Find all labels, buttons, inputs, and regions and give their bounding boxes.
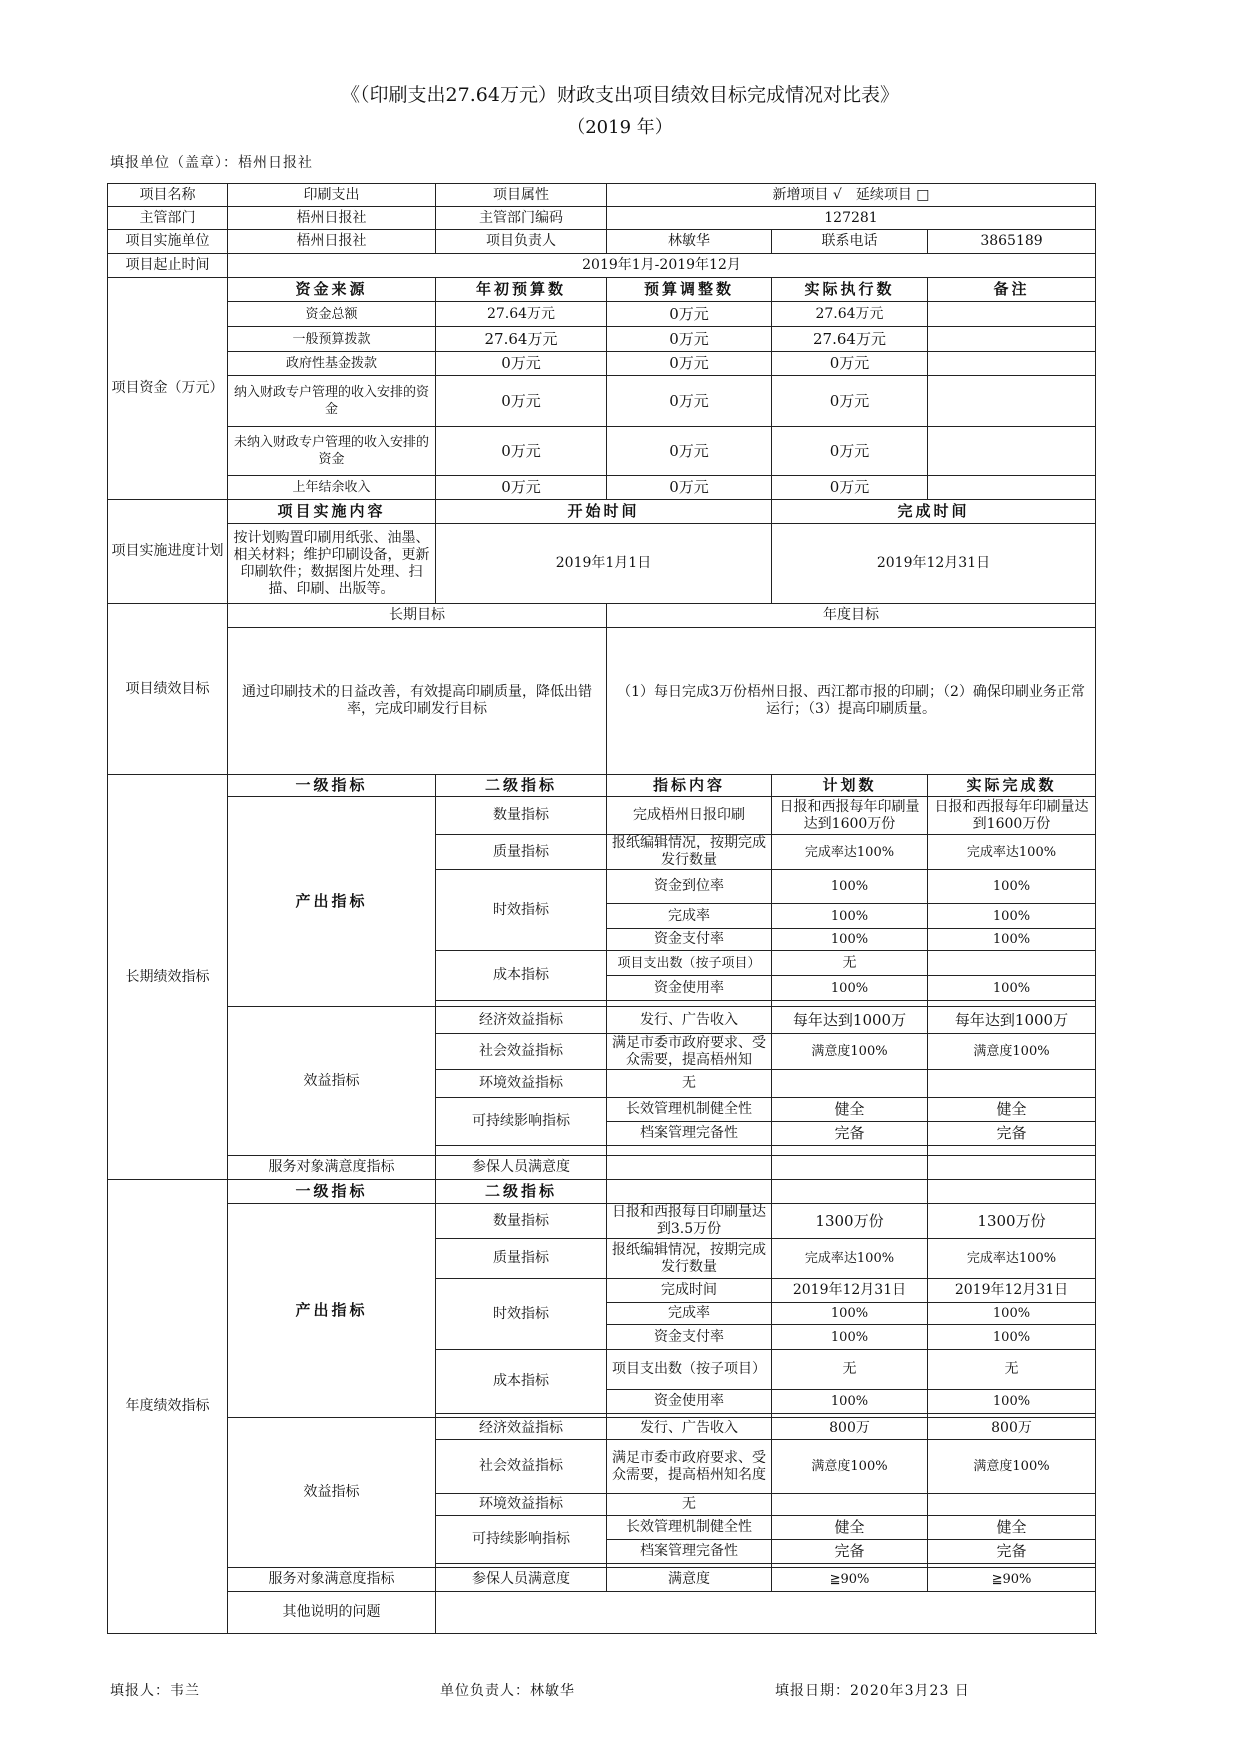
- funds-source: 上年结余收入: [228, 476, 436, 500]
- indicator-content: 完成时间: [607, 1279, 772, 1303]
- progress-header-start: 开始时间: [436, 500, 772, 524]
- funds-note: [928, 476, 1096, 500]
- project-name-value: 印刷支出: [228, 184, 436, 207]
- indicator-content: 档案管理完备性: [607, 1122, 772, 1146]
- indicator-plan: 完备: [772, 1122, 928, 1146]
- long-header-plan: 计划数: [772, 775, 928, 797]
- funds-adjust: 0万元: [607, 327, 772, 352]
- long-header-content: 指标内容: [607, 775, 772, 797]
- funds-header-budget: 年初预算数: [436, 278, 607, 302]
- indicator-plan: 1300万份: [772, 1204, 928, 1239]
- funds-header-note: 备注: [928, 278, 1096, 302]
- project-attr-value: 新增项目 √ 延续项目 □: [607, 184, 1096, 207]
- service-actual: [928, 1156, 1096, 1180]
- long-row-service: [108, 1156, 1096, 1180]
- funds-source: 纳入财政专户管理的收入安排的资金: [228, 376, 436, 427]
- l2-label: 质量指标: [436, 1239, 607, 1279]
- progress-header-end: 完成时间: [772, 500, 1096, 524]
- row-impl: [108, 230, 1096, 254]
- indicator-plan: 完成率达100%: [772, 1239, 928, 1279]
- period-label: 项目起止时间: [108, 254, 228, 278]
- funds-note: [928, 302, 1096, 327]
- filler-value: 韦兰: [170, 1683, 200, 1699]
- long-term-label: 长期绩效指标: [108, 775, 228, 1180]
- dept-value: 梧州日报社: [228, 207, 436, 230]
- indicator-actual: 1300万份: [928, 1204, 1096, 1239]
- indicator-content: 满足市委市政府要求、受众需要，提高梧州知名度: [607, 1440, 772, 1494]
- funds-note: [928, 327, 1096, 352]
- service-content: 参保人员满意度: [436, 1568, 607, 1592]
- indicator-plan: 100%: [772, 1390, 928, 1414]
- indicator-content: 完成率: [607, 1303, 772, 1325]
- indicator-plan: 日报和西报每年印刷量达到1600万份: [772, 797, 928, 835]
- goals-header-year: 年度目标: [607, 604, 1096, 628]
- indicator-content: 发行、广告收入: [607, 1007, 772, 1034]
- funds-header-adjust: 预算调整数: [607, 278, 772, 302]
- progress-start: 2019年1月1日: [436, 524, 772, 604]
- funds-budget: 0万元: [436, 376, 607, 427]
- progress-content: 按计划购置印刷用纸张、油墨、相关材料；维护印刷设备，更新印刷软件；数据图片处理、扫描、印刷、出版等。: [228, 524, 436, 604]
- indicator-actual: [928, 951, 1096, 976]
- impl-label: 项目实施单位: [108, 230, 228, 254]
- indicator-content: 档案管理完备性: [607, 1540, 772, 1564]
- long-header-actual: 实际完成数: [928, 775, 1096, 797]
- funds-actual: 0万元: [772, 476, 928, 500]
- funds-row: [108, 352, 1096, 376]
- service-actual: ≧90%: [928, 1568, 1096, 1592]
- funds-note: [928, 427, 1096, 476]
- funds-row: [108, 302, 1096, 327]
- chief-value: 林敏华: [530, 1683, 575, 1699]
- funds-budget: 0万元: [436, 352, 607, 376]
- indicator-plan: [772, 1494, 928, 1516]
- progress-header-content: 项目实施内容: [228, 500, 436, 524]
- annual-header-l2: 二级指标: [436, 1180, 607, 1204]
- date-label: 填报日期：: [775, 1683, 850, 1699]
- funds-adjust: 0万元: [607, 352, 772, 376]
- indicator-actual: 800万: [928, 1418, 1096, 1440]
- indicator-content: 完成率: [607, 904, 772, 929]
- annual-header-row: [108, 1180, 1096, 1204]
- row-project-name: [108, 184, 1096, 207]
- annual-benefit-label: 效益指标: [228, 1418, 436, 1568]
- indicator-content: 资金支付率: [607, 929, 772, 951]
- long-benefit-label: 效益指标: [228, 1007, 436, 1156]
- progress-header-row: [108, 500, 1096, 524]
- l2-label: 社会效益指标: [436, 1440, 607, 1494]
- funds-label: 项目资金（万元）: [108, 278, 228, 500]
- funds-adjust: 0万元: [607, 302, 772, 327]
- funds-budget: 27.64万元: [436, 302, 607, 327]
- funds-actual: 27.64万元: [772, 302, 928, 327]
- indicator-actual: 100%: [928, 1325, 1096, 1350]
- l2-label: 可持续影响指标: [436, 1098, 607, 1146]
- indicator-plan: 满意度100%: [772, 1440, 928, 1494]
- long-row-economic: [108, 1007, 1096, 1034]
- goals-header-row: [108, 604, 1096, 628]
- funds-actual: 0万元: [772, 376, 928, 427]
- indicator-plan: 完备: [772, 1540, 928, 1564]
- indicator-actual: 100%: [928, 976, 1096, 1001]
- indicator-content: 报纸编辑情况，按期完成发行数量: [607, 835, 772, 870]
- service-plan: ≧90%: [772, 1568, 928, 1592]
- indicator-content: 资金到位率: [607, 870, 772, 904]
- indicator-plan: 健全: [772, 1098, 928, 1122]
- long-header-l2: 二级指标: [436, 775, 607, 797]
- goals-row: [108, 628, 1096, 775]
- other-value: [436, 1592, 1096, 1634]
- indicator-actual: 健全: [928, 1098, 1096, 1122]
- goals-label: 项目绩效目标: [108, 604, 228, 775]
- indicator-content: 无: [607, 1070, 772, 1098]
- funds-budget: 0万元: [436, 427, 607, 476]
- funds-header-actual: 实际执行数: [772, 278, 928, 302]
- funds-row: [108, 476, 1096, 500]
- indicator-actual: 完备: [928, 1122, 1096, 1146]
- funds-actual: 27.64万元: [772, 327, 928, 352]
- period-value: 2019年1月-2019年12月: [228, 254, 1096, 278]
- indicator-actual: [928, 1070, 1096, 1098]
- funds-adjust: 0万元: [607, 427, 772, 476]
- funds-source: 未纳入财政专户管理的收入安排的资金: [228, 427, 436, 476]
- service-label: 服务对象满意度指标: [228, 1568, 436, 1592]
- funds-source: 资金总额: [228, 302, 436, 327]
- l2-label: 经济效益指标: [436, 1418, 607, 1440]
- l2-label: 环境效益指标: [436, 1494, 607, 1516]
- indicator-plan: 100%: [772, 870, 928, 904]
- indicator-content: 无: [607, 1494, 772, 1516]
- service-label: 服务对象满意度指标: [228, 1156, 436, 1180]
- indicator-content: 长效管理机制健全性: [607, 1516, 772, 1540]
- funds-header-source: 资金来源: [228, 278, 436, 302]
- indicator-actual: 每年达到1000万: [928, 1007, 1096, 1034]
- performance-table: [107, 183, 1096, 1634]
- funds-row: [108, 327, 1096, 352]
- indicator-actual: 完成率达100%: [928, 835, 1096, 870]
- goals-year: （1）每日完成3万份梧州日报、西江都市报的印刷；（2）确保印刷业务正常运行；（3）提高印刷质量。: [607, 628, 1096, 775]
- indicator-content: 日报和西报每日印刷量达到3.5万份: [607, 1204, 772, 1239]
- l2-label: 质量指标: [436, 835, 607, 870]
- indicator-content: 项目支出数（按子项目）: [607, 1350, 772, 1390]
- indicator-actual: 100%: [928, 1390, 1096, 1414]
- filler-label: 填报人：: [110, 1683, 170, 1699]
- dept-code-label: 主管部门编码: [436, 207, 607, 230]
- annual-label: 年度绩效指标: [108, 1180, 228, 1634]
- project-name-label: 项目名称: [108, 184, 228, 207]
- service-detail: 满意度: [607, 1568, 772, 1592]
- leader-value: 林敏华: [607, 230, 772, 254]
- l2-label: 时效指标: [436, 870, 607, 951]
- impl-value: 梧州日报社: [228, 230, 436, 254]
- indicator-plan: 100%: [772, 929, 928, 951]
- indicator-actual: 满意度100%: [928, 1440, 1096, 1494]
- indicator-plan: 100%: [772, 1303, 928, 1325]
- indicator-content: 满足市委市政府要求、受众需要，提高梧州知: [607, 1034, 772, 1070]
- indicator-actual: 100%: [928, 904, 1096, 929]
- indicator-plan: 100%: [772, 904, 928, 929]
- service-plan: [772, 1156, 928, 1180]
- progress-label: 项目实施进度计划: [108, 500, 228, 604]
- indicator-content: 资金使用率: [607, 976, 772, 1001]
- indicator-content: 报纸编辑情况，按期完成发行数量: [607, 1239, 772, 1279]
- l2-label: 时效指标: [436, 1279, 607, 1350]
- l2-label: 环境效益指标: [436, 1070, 607, 1098]
- annual-output-label: 产出指标: [228, 1204, 436, 1418]
- l2-label: 数量指标: [436, 1204, 607, 1239]
- indicator-plan: 无: [772, 1350, 928, 1390]
- date-value: 2020年3月23 日: [850, 1683, 970, 1699]
- chief-label: 单位负责人：: [440, 1683, 530, 1699]
- indicator-actual: 2019年12月31日: [928, 1279, 1096, 1303]
- funds-actual: 0万元: [772, 352, 928, 376]
- funds-adjust: 0万元: [607, 376, 772, 427]
- indicator-actual: 日报和西报每年印刷量达到1600万份: [928, 797, 1096, 835]
- progress-row: [108, 524, 1096, 604]
- l2-label: 成本指标: [436, 951, 607, 1001]
- indicator-actual: 完成率达100%: [928, 1239, 1096, 1279]
- l2-label: 可持续影响指标: [436, 1516, 607, 1564]
- row-period: [108, 254, 1096, 278]
- indicator-plan: 每年达到1000万: [772, 1007, 928, 1034]
- indicator-plan: 满意度100%: [772, 1034, 928, 1070]
- row-dept: [108, 207, 1096, 230]
- dept-label: 主管部门: [108, 207, 228, 230]
- reporting-unit-label: 填报单位（盖章）：: [110, 155, 238, 171]
- indicator-actual: 100%: [928, 1303, 1096, 1325]
- indicator-plan: 健全: [772, 1516, 928, 1540]
- l2-label: 社会效益指标: [436, 1034, 607, 1070]
- annual-header-l1: 一级指标: [228, 1180, 436, 1204]
- indicator-plan: 无: [772, 951, 928, 976]
- annual-row-service: [108, 1568, 1096, 1592]
- goals-long: 通过印刷技术的日益改善，有效提高印刷质量，降低出错率，完成印刷发行目标: [228, 628, 607, 775]
- filler: [110, 1680, 200, 1700]
- indicator-actual: 100%: [928, 929, 1096, 951]
- funds-note: [928, 352, 1096, 376]
- annual-row-quantity: [108, 1204, 1096, 1239]
- funds-source: 政府性基金拨款: [228, 352, 436, 376]
- long-header-row: [108, 775, 1096, 797]
- l2-label: 成本指标: [436, 1350, 607, 1414]
- indicator-plan: 2019年12月31日: [772, 1279, 928, 1303]
- funds-actual: 0万元: [772, 427, 928, 476]
- reporting-unit-value: 梧州日报社: [238, 155, 313, 171]
- funds-adjust: 0万元: [607, 476, 772, 500]
- indicator-content: 资金使用率: [607, 1390, 772, 1414]
- phone-label: 联系电话: [772, 230, 928, 254]
- progress-end: 2019年12月31日: [772, 524, 1096, 604]
- indicator-content: 完成梧州日报印刷: [607, 797, 772, 835]
- indicator-plan: 100%: [772, 1325, 928, 1350]
- indicator-actual: [928, 1494, 1096, 1516]
- indicator-actual: 完备: [928, 1540, 1096, 1564]
- document-year: （2019 年）: [567, 117, 673, 138]
- indicator-plan: 100%: [772, 976, 928, 1001]
- indicator-actual: 健全: [928, 1516, 1096, 1540]
- indicator-content: 长效管理机制健全性: [607, 1098, 772, 1122]
- long-header-l1: 一级指标: [228, 775, 436, 797]
- indicator-actual: 满意度100%: [928, 1034, 1096, 1070]
- indicator-plan: 800万: [772, 1418, 928, 1440]
- funds-budget: 0万元: [436, 476, 607, 500]
- l2-label: 经济效益指标: [436, 1007, 607, 1034]
- reporting-unit: [110, 152, 313, 172]
- project-attr-label: 项目属性: [436, 184, 607, 207]
- funds-row: [108, 427, 1096, 476]
- funds-row: [108, 376, 1096, 427]
- annual-row-economic: [108, 1418, 1096, 1440]
- goals-header-long: 长期目标: [228, 604, 607, 628]
- service-content: 参保人员满意度: [436, 1156, 607, 1180]
- funds-budget: 27.64万元: [436, 327, 607, 352]
- unit-chief: [440, 1680, 575, 1700]
- other-label: 其他说明的问题: [228, 1592, 436, 1634]
- funds-source: 一般预算拨款: [228, 327, 436, 352]
- indicator-content: 发行、广告收入: [607, 1418, 772, 1440]
- indicator-actual: 100%: [928, 870, 1096, 904]
- indicator-plan: [772, 1070, 928, 1098]
- indicator-content: 项目支出数（按子项目）: [607, 951, 772, 976]
- long-row-quantity: [108, 797, 1096, 835]
- indicator-actual: 无: [928, 1350, 1096, 1390]
- other-row: [108, 1592, 1096, 1634]
- indicator-plan: 完成率达100%: [772, 835, 928, 870]
- indicator-content: 资金支付率: [607, 1325, 772, 1350]
- dept-code-value: 127281: [607, 207, 1096, 230]
- phone-value: 3865189: [928, 230, 1096, 254]
- report-date: [775, 1680, 970, 1700]
- funds-header-row: [108, 278, 1096, 302]
- l2-label: 数量指标: [436, 797, 607, 835]
- service-detail: [607, 1156, 772, 1180]
- funds-note: [928, 376, 1096, 427]
- leader-label: 项目负责人: [436, 230, 607, 254]
- document-title: 《（印刷支出27.64万元）财政支出项目绩效目标完成情况对比表》: [341, 84, 899, 106]
- long-output-label: 产出指标: [228, 797, 436, 1007]
